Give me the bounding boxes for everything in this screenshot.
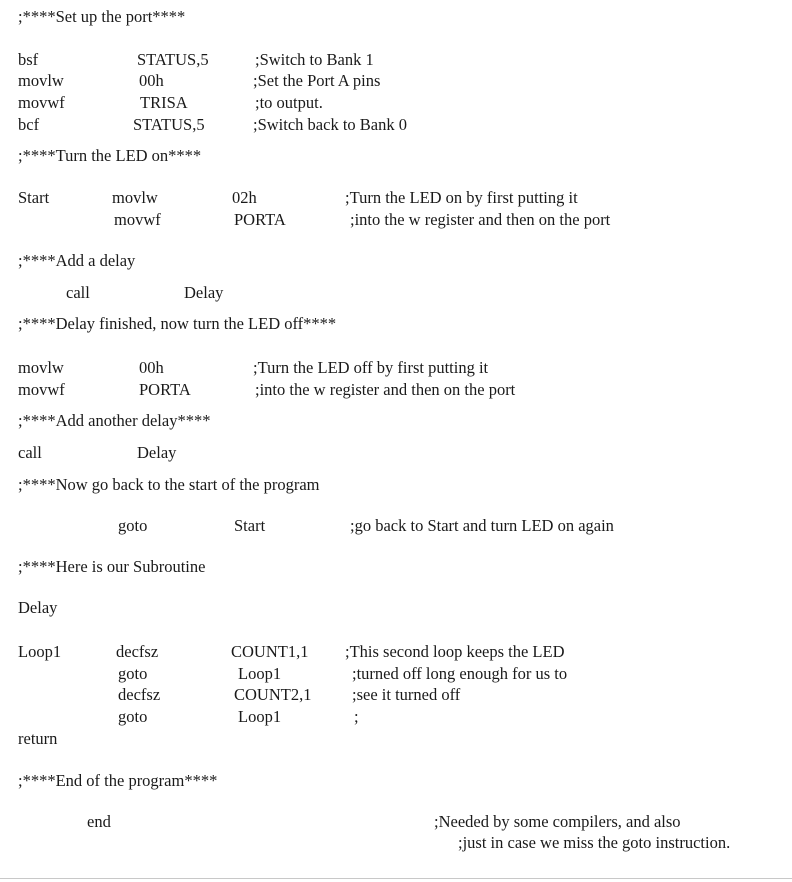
comment-empty: ;: [354, 707, 359, 726]
operand-loop1-a: Loop1: [238, 664, 282, 683]
operand-delay-2: Delay: [137, 443, 177, 462]
instr-goto-loop1-a: goto: [118, 664, 148, 683]
comment-switch-bank1: ;Switch to Bank 1: [255, 50, 374, 69]
operand-delay-1: Delay: [184, 283, 224, 302]
label-delay: Delay: [18, 598, 58, 617]
instr-decfsz-1: decfsz: [116, 642, 159, 661]
operand-00h: 00h: [139, 71, 164, 90]
comment-turned-off-long: ;turned off long enough for us to: [352, 664, 568, 683]
comment-into-w-register-off: ;into the w register and then on the port: [255, 380, 516, 399]
label-loop1: Loop1: [18, 642, 62, 661]
comment-see-it-off: ;see it turned off: [352, 685, 461, 704]
instr-movwf: movwf: [18, 93, 65, 112]
operand-00h-off: 00h: [139, 358, 164, 377]
comment-needed-by-compilers: ;Needed by some compilers, and also: [434, 812, 681, 831]
comment-turn-led-on: ;Turn the LED on by first putting it: [345, 188, 578, 207]
comment-second-loop: ;This second loop keeps the LED: [345, 642, 565, 661]
instr-movlw: movlw: [18, 71, 64, 90]
comment-just-in-case: ;just in case we miss the goto instruction.: [458, 833, 731, 852]
instr-end: end: [87, 812, 111, 831]
operand-count2: COUNT2,1: [234, 685, 312, 704]
instr-movlw-off: movlw: [18, 358, 64, 377]
operand-porta-off: PORTA: [139, 380, 191, 399]
label-start: Start: [18, 188, 50, 207]
bottom-divider: [0, 878, 792, 879]
section-comment-another-delay: ;****Add another delay****: [18, 411, 211, 430]
instr-return: return: [18, 729, 58, 748]
instr-goto-loop1-b: goto: [118, 707, 148, 726]
section-comment-go-back: ;****Now go back to the start of the program: [18, 475, 320, 494]
operand-status5-b: STATUS,5: [133, 115, 205, 134]
instr-call-1: call: [66, 283, 90, 302]
section-comment-led-off: ;****Delay finished, now turn the LED off****: [18, 314, 337, 333]
operand-trisa: TRISA: [140, 93, 188, 112]
operand-02h: 02h: [232, 188, 257, 207]
operand-status5: STATUS,5: [137, 50, 209, 69]
operand-count1: COUNT1,1: [231, 642, 309, 661]
section-comment-setup-port: ;****Set up the port****: [18, 7, 186, 26]
comment-switch-bank0: ;Switch back to Bank 0: [253, 115, 407, 134]
instr-movlw-on: movlw: [112, 188, 158, 207]
comment-set-port-a: ;Set the Port A pins: [253, 71, 381, 90]
instr-bsf: bsf: [18, 50, 39, 69]
instr-movwf-on: movwf: [114, 210, 161, 229]
comment-turn-led-off: ;Turn the LED off by first putting it: [253, 358, 489, 377]
instr-call-2: call: [18, 443, 42, 462]
section-comment-end: ;****End of the program****: [18, 771, 218, 790]
operand-loop1-b: Loop1: [238, 707, 282, 726]
comment-to-output: ;to output.: [255, 93, 323, 112]
operand-start: Start: [234, 516, 266, 535]
instr-decfsz-2: decfsz: [118, 685, 161, 704]
instr-bcf: bcf: [18, 115, 40, 134]
section-comment-add-delay: ;****Add a delay: [18, 251, 136, 270]
comment-go-back-start: ;go back to Start and turn LED on again: [350, 516, 614, 535]
operand-porta-on: PORTA: [234, 210, 286, 229]
section-comment-led-on: ;****Turn the LED on****: [18, 146, 202, 165]
section-comment-subroutine: ;****Here is our Subroutine: [18, 557, 206, 576]
instr-movwf-off: movwf: [18, 380, 65, 399]
instr-goto-start: goto: [118, 516, 148, 535]
comment-into-w-register-on: ;into the w register and then on the port: [350, 210, 611, 229]
